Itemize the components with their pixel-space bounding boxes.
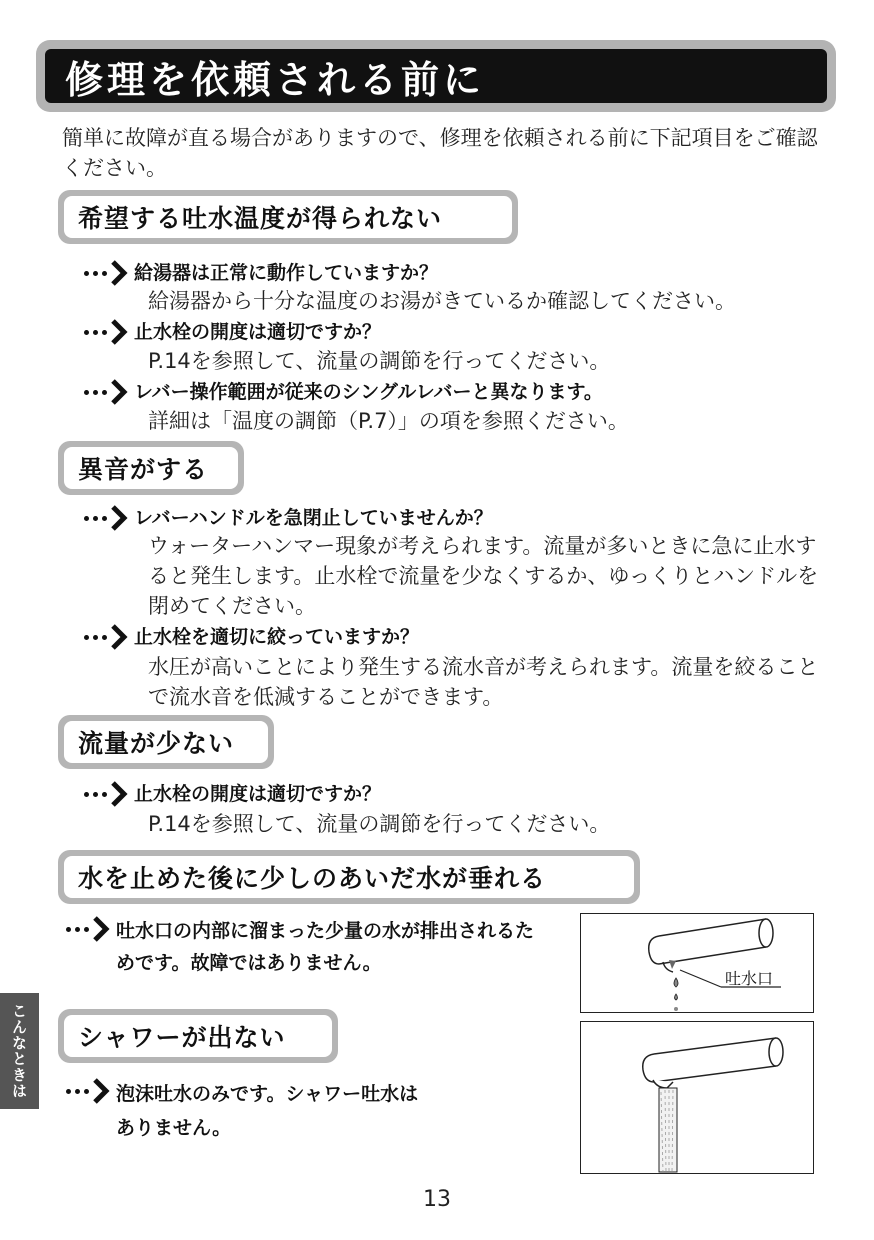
bullet-dots-icon (66, 1089, 89, 1094)
check-question: 給湯器は正常に動作していますか？ (134, 262, 439, 284)
bullet-dots-icon (84, 516, 107, 521)
check-question: レバーハンドルを急閉止していませんか？ (134, 507, 493, 529)
check-item (84, 259, 438, 287)
section-heading-text: 異音がする (78, 455, 209, 484)
check-item (84, 780, 381, 808)
check-question: 止水栓の開度は適切ですか？ (134, 783, 382, 805)
check-question: 止水栓を適切に絞っていますか？ (134, 626, 420, 648)
check-item (66, 1077, 426, 1145)
side-index-tab (0, 993, 39, 1109)
check-answer: ウォーターハンマー現象が考えられます。流量が多いときに急に止水すると発生します。止水栓で流量を少なくするか、ゆっくりとハンドルを閉めてください。 (148, 534, 819, 618)
check-answer: 詳細は「温度の調節（P.7）」の項を参照ください。 (148, 409, 629, 433)
chevron-right-icon (110, 378, 128, 406)
check-item (84, 623, 419, 651)
chevron-right-icon (92, 1077, 110, 1105)
bullet-dots-icon (84, 792, 107, 797)
bullet-dots-icon (84, 271, 107, 276)
bullet-dots-icon (84, 390, 107, 395)
section-heading-noise (58, 441, 244, 495)
section-heading-text: 水を止めた後に少しのあいだ水が垂れる (78, 864, 547, 893)
chevron-right-icon (110, 259, 128, 287)
check-question: レバー操作範囲が従来のシングルレバーと異なります。 (134, 381, 603, 403)
chevron-right-icon (110, 504, 128, 532)
check-answer: 給湯器から十分な温度のお湯がきているか確認してください。 (148, 289, 736, 313)
section-heading-text: 流量が少ない (78, 729, 235, 758)
check-answer: P.14を参照して、流量の調節を行ってください。 (148, 812, 611, 836)
check-item (66, 915, 546, 979)
bullet-dots-icon (84, 330, 107, 335)
check-question: 吐水口の内部に溜まった少量の水が排出されるためです。故障ではありません。 (116, 920, 535, 974)
check-answer: 水圧が高いことにより発生する流水音が考えられます。流量を絞ることで流水音を低減することができます。 (148, 655, 819, 709)
side-tab-label: こんなときは (10, 1003, 28, 1099)
check-answer: P.14を参照して、流量の調節を行ってください。 (148, 349, 611, 373)
page-title-bar (36, 40, 836, 112)
intro-text: 簡単に故障が直る場合がありますので、修理を依頼される前に下記項目をご確認ください。 (62, 126, 818, 180)
figure-faucet-stream (580, 1021, 814, 1174)
section-heading-text: シャワーが出ない (78, 1023, 286, 1052)
check-item (84, 378, 603, 406)
bullet-dots-icon (84, 635, 107, 640)
check-item (84, 318, 381, 346)
page-number: 13 (423, 1187, 451, 1212)
chevron-right-icon (110, 623, 128, 651)
section-heading-no-shower (58, 1009, 338, 1063)
section-heading-temperature (58, 190, 518, 244)
faucet-drip-illustration (581, 914, 813, 1012)
figure-faucet-drip (580, 913, 814, 1013)
figure-label-spout: 吐水口 (725, 969, 774, 988)
chevron-right-icon (110, 780, 128, 808)
section-heading-low-flow (58, 715, 274, 769)
check-item (84, 504, 493, 532)
section-heading-text: 希望する吐水温度が得られない (78, 204, 443, 233)
check-question: 止水栓の開度は適切ですか？ (134, 321, 382, 343)
bullet-dots-icon (66, 927, 89, 932)
chevron-right-icon (92, 915, 110, 943)
section-heading-dripping (58, 850, 640, 904)
faucet-stream-illustration (581, 1022, 813, 1173)
chevron-right-icon (110, 318, 128, 346)
check-question: 泡沫吐水のみです。シャワー吐水はありません。 (116, 1083, 419, 1139)
page-title: 修理を依頼される前に (65, 57, 486, 102)
